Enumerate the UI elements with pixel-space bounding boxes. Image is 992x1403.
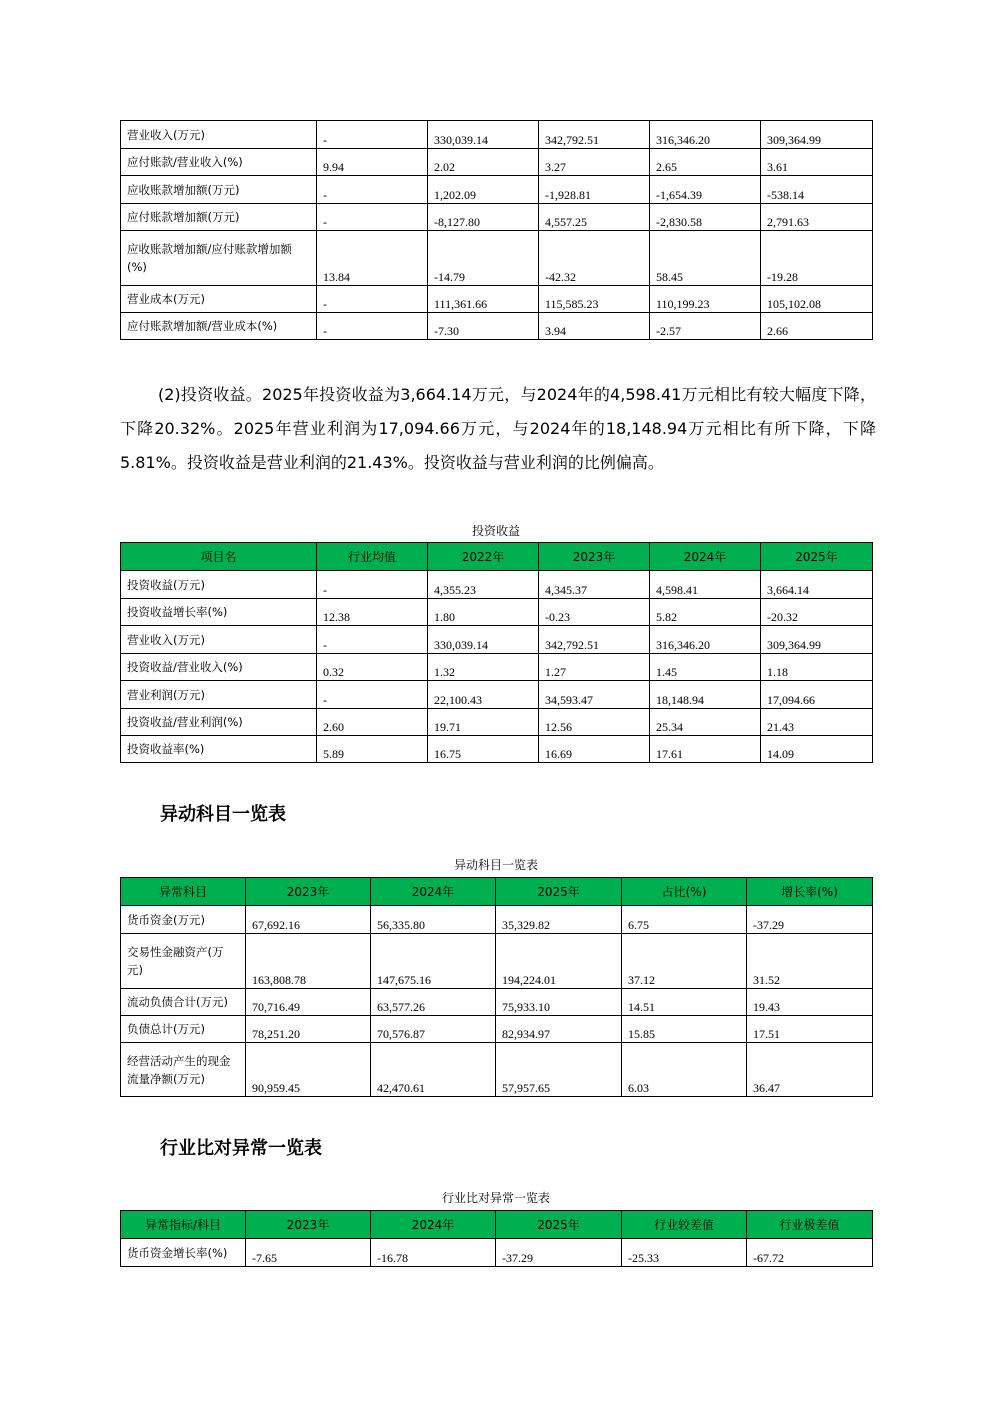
row-label: 交易性金融资产(万元) [121,934,246,989]
table-cell: 4,598.41 [650,571,761,599]
table-cell: 9.94 [317,149,428,176]
table-cell: - [317,313,428,340]
table-cell: 2.02 [428,149,539,176]
table-cell: -14.79 [428,231,539,286]
investment-income-table [120,542,873,763]
table-cell: 309,364.99 [761,626,873,654]
column-header: 占比(%) [622,878,747,906]
row-label: 营业收入(万元) [121,626,317,654]
row-label: 应收账款增加额/应付账款增加额(%) [121,231,317,286]
investment-income-paragraph: (2)投资收益。2025年投资收益为3,664.14万元，与2024年的4,598.41万元相比有较大幅度下降，下降20.32%。2025年营业利润为17,094.66万元，与2024年的18,148.94万元相比有所下降，下降5.81%。投资收益是营业利润的21.43%。投资收益与营业利润的比例偏高。 [120,385,876,472]
column-header: 异常科目 [121,878,246,906]
row-label: 流动负债合计(万元) [121,989,246,1016]
row-label: 应付账款/营业收入(%) [121,149,317,176]
table-cell: 105,102.08 [761,286,873,313]
table-cell: 110,199.23 [650,286,761,313]
table-cell: -67.72 [747,1239,873,1267]
table-cell: 42,470.61 [371,1043,496,1097]
table-cell: 316,346.20 [650,121,761,149]
row-label: 应收账款增加额(万元) [121,176,317,204]
row-label: 投资收益(万元) [121,571,317,599]
table-cell: -20.32 [761,599,873,626]
table-cell: - [317,626,428,654]
table-cell: -8,127.80 [428,204,539,231]
row-label: 货币资金(万元) [121,906,246,934]
table-cell: 2.60 [317,709,428,736]
table-row [121,1016,873,1043]
table-cell: - [317,681,428,709]
table-cell: -1,654.39 [650,176,761,204]
row-label: 营业成本(万元) [121,286,317,313]
table-cell: 2.65 [650,149,761,176]
table-cell: 70,576.87 [371,1016,496,1043]
table-cell: 1.32 [428,654,539,681]
table-cell: -538.14 [761,176,873,204]
table-cell: 5.82 [650,599,761,626]
row-label: 投资收益增长率(%) [121,599,317,626]
row-label: 应付账款增加额(万元) [121,204,317,231]
table-row [121,934,873,989]
table-cell: 82,934.97 [496,1016,622,1043]
industry-comparison-table [120,1210,873,1267]
table-cell: 37.12 [622,934,747,989]
table-cell: 25.34 [650,709,761,736]
table-cell: - [317,121,428,149]
column-header: 异常指标/科目 [121,1211,246,1239]
row-label: 投资收益/营业利润(%) [121,709,317,736]
table-cell: 18,148.94 [650,681,761,709]
table-row [121,313,873,340]
table-cell: 115,585.23 [539,286,650,313]
table-cell: 16.69 [539,736,650,763]
table-cell: 78,251.20 [246,1016,371,1043]
table-cell: 1.45 [650,654,761,681]
column-header: 2025年 [496,1211,622,1239]
table-cell: 330,039.14 [428,121,539,149]
table-row [121,626,873,654]
table-cell: 75,933.10 [496,989,622,1016]
table-cell: 0.32 [317,654,428,681]
table2-head [121,543,873,571]
row-label: 投资收益率(%) [121,736,317,763]
section4-heading: 行业比对异常一览表 [160,1138,322,1159]
table-cell: 3.94 [539,313,650,340]
table-cell: 2,791.63 [761,204,873,231]
section3-heading: 异动科目一览表 [160,804,286,825]
table-cell: -7.65 [246,1239,371,1267]
row-label: 应付账款增加额/营业成本(%) [121,313,317,340]
table-cell: 4,345.37 [539,571,650,599]
table-row [121,654,873,681]
table-row [121,149,873,176]
table-row [121,176,873,204]
table-cell: 17.61 [650,736,761,763]
table1-body [121,121,873,340]
table-cell: 13.84 [317,231,428,286]
table-cell: 19.43 [747,989,873,1016]
table-cell: 17,094.66 [761,681,873,709]
table-cell: 330,039.14 [428,626,539,654]
table-cell: -37.29 [496,1239,622,1267]
table-row [121,681,873,709]
table-cell: 147,675.16 [371,934,496,989]
table-cell: 67,692.16 [246,906,371,934]
table-cell: 4,355.23 [428,571,539,599]
table3-body [121,906,873,1097]
table-cell: 1.80 [428,599,539,626]
table-cell: 70,716.49 [246,989,371,1016]
table-cell: 35,329.82 [496,906,622,934]
table2-body [121,571,873,763]
table-cell: -0.23 [539,599,650,626]
table-cell: -2.57 [650,313,761,340]
table-cell: 15.85 [622,1016,747,1043]
table-row [121,231,873,286]
column-header: 2023年 [539,543,650,571]
table-cell: 14.09 [761,736,873,763]
table-cell: 14.51 [622,989,747,1016]
table-cell: 309,364.99 [761,121,873,149]
table-cell: 22,100.43 [428,681,539,709]
table-cell: -42.32 [539,231,650,286]
table-cell: 4,557.25 [539,204,650,231]
table-cell: - [317,204,428,231]
table-row [121,121,873,149]
column-header: 行业较差值 [622,1211,747,1239]
table-cell: 342,792.51 [539,121,650,149]
table-cell: 6.75 [622,906,747,934]
table-cell: 1.18 [761,654,873,681]
table3-caption: 异动科目一览表 [453,858,538,872]
column-header: 2023年 [246,878,371,906]
table-row [121,1239,873,1267]
column-header: 2023年 [246,1211,371,1239]
table-cell: 3,664.14 [761,571,873,599]
column-header: 2025年 [496,878,622,906]
row-label: 货币资金增长率(%) [121,1239,246,1267]
table-cell: 12.56 [539,709,650,736]
row-label: 营业利润(万元) [121,681,317,709]
table-cell: 111,361.66 [428,286,539,313]
table-cell: 3.61 [761,149,873,176]
table-row [121,286,873,313]
table-cell: 3.27 [539,149,650,176]
table-cell: -19.28 [761,231,873,286]
table4-head [121,1211,873,1239]
table-cell: 34,593.47 [539,681,650,709]
table-cell: 57,957.65 [496,1043,622,1097]
table-cell: -16.78 [371,1239,496,1267]
table-row [121,906,873,934]
column-header: 2024年 [371,878,496,906]
table-cell: -37.29 [747,906,873,934]
table-cell: 17.51 [747,1016,873,1043]
table-cell: -2,830.58 [650,204,761,231]
table4-caption: 行业比对异常一览表 [441,1191,550,1205]
table4-body [121,1239,873,1267]
table-cell: - [317,176,428,204]
column-header: 2022年 [428,543,539,571]
column-header: 项目名 [121,543,317,571]
table-cell: 58.45 [650,231,761,286]
table-cell: 19.71 [428,709,539,736]
table-cell: 63,577.26 [371,989,496,1016]
column-header: 2025年 [761,543,873,571]
column-header: 行业极差值 [747,1211,873,1239]
column-header: 行业均值 [317,543,428,571]
table-cell: 163,808.78 [246,934,371,989]
table-cell: 194,224.01 [496,934,622,989]
table-cell: 36.47 [747,1043,873,1097]
table-cell: -7.30 [428,313,539,340]
table-cell: -1,928.81 [539,176,650,204]
table-row [121,989,873,1016]
column-header: 2024年 [371,1211,496,1239]
table2-caption: 投资收益 [471,524,520,538]
table-row [121,709,873,736]
table-cell: - [317,571,428,599]
table-cell: 31.52 [747,934,873,989]
table-row [121,736,873,763]
table-cell: 12.38 [317,599,428,626]
table-cell: - [317,286,428,313]
table-cell: 1.27 [539,654,650,681]
table-row [121,204,873,231]
table-row [121,1043,873,1097]
row-label: 营业收入(万元) [121,121,317,149]
anomaly-accounts-table [120,877,873,1097]
column-header: 增长率(%) [747,878,873,906]
table-cell: 56,335.80 [371,906,496,934]
table-cell: 316,346.20 [650,626,761,654]
column-header: 2024年 [650,543,761,571]
table-cell: 21.43 [761,709,873,736]
table-row [121,599,873,626]
table-cell: 5.89 [317,736,428,763]
table-cell: 2.66 [761,313,873,340]
table-cell: 1,202.09 [428,176,539,204]
table-cell: 6.03 [622,1043,747,1097]
row-label: 投资收益/营业收入(%) [121,654,317,681]
receivables-payables-table [120,120,873,340]
table-cell: 16.75 [428,736,539,763]
table-cell: 342,792.51 [539,626,650,654]
row-label: 负债总计(万元) [121,1016,246,1043]
row-label: 经营活动产生的现金流量净额(万元) [121,1043,246,1097]
table-cell: 90,959.45 [246,1043,371,1097]
table3-head [121,878,873,906]
table-row [121,571,873,599]
table-cell: -25.33 [622,1239,747,1267]
